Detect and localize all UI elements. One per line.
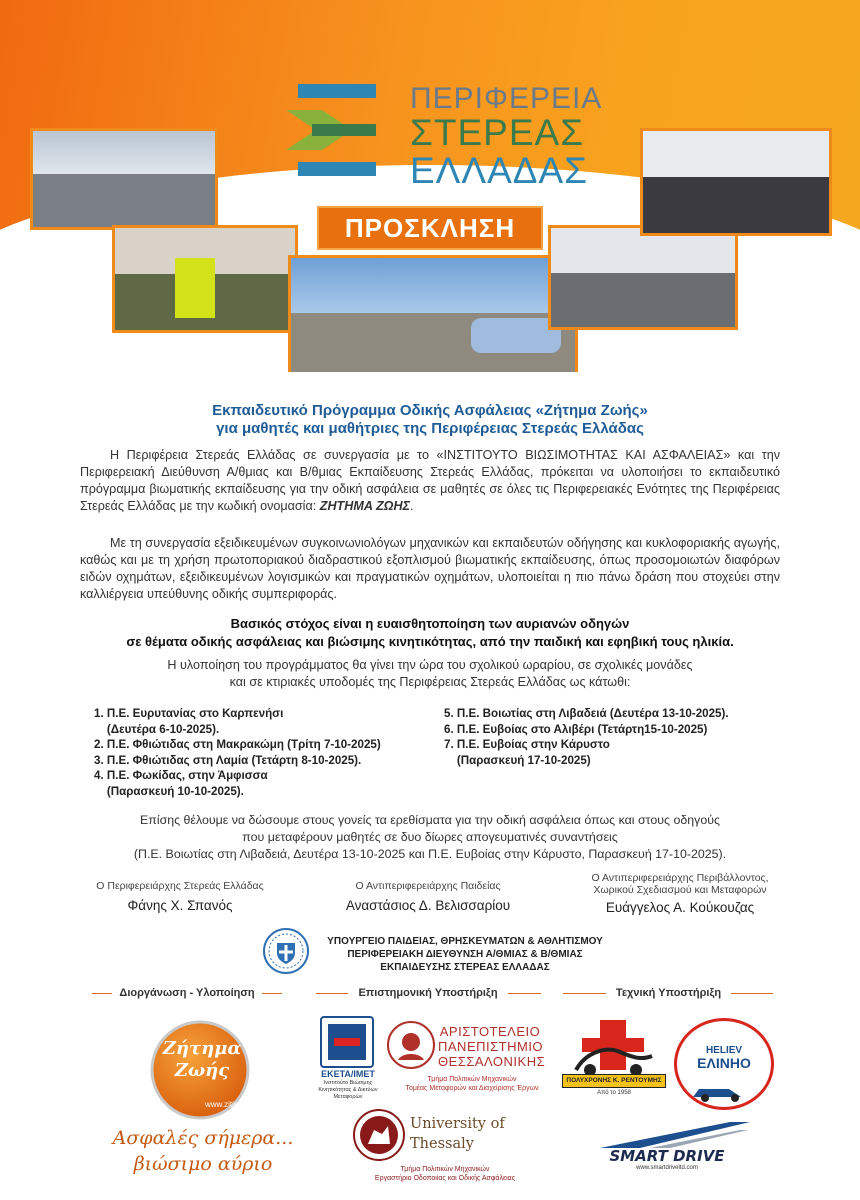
goal-line1: Βασικός στόχος είναι η ευαισθητοποίηση των αυριανών οδηγών (230, 616, 630, 631)
smartdrive-name: SMART DRIVE (609, 1147, 725, 1165)
auth-line1: ΑΡΙΣΤΟΤΕΛΕΙΟ (439, 1024, 541, 1039)
eketa-logo-icon (320, 1016, 374, 1068)
logo-line3: ΕΛΛΑΔΑΣ (410, 150, 589, 191)
list-item: (Παρασκευή 10-10-2025). (94, 784, 244, 798)
eketa-sub: Ινστιτούτο Βιώσιμης Κινητικότητας & Δικτύων Μεταφορών (318, 1080, 378, 1100)
ministry-line1: ΥΠΟΥΡΓΕΙΟ ΠΑΙΔΕΙΑΣ, ΘΡΗΣΚΕΥΜΑΤΩΝ & ΑΘΛΗΤΙΣΜΟΥ (327, 936, 603, 947)
smartdrive-url: www.smartdriveltd.com (636, 1165, 698, 1171)
zitima-slogan (108, 1125, 298, 1177)
zitima-logo-text (157, 1038, 247, 1082)
signature-role: Ο Περιφερειάρχης Στερεάς Ελλάδας (96, 880, 264, 892)
helliev-line1: HELIEV (705, 1045, 743, 1056)
list-item: 2. Π.Ε. Φθιώτιδας στη Μακρακώμη (Τρίτη 7-10-2025) (94, 738, 381, 752)
goal-line2: σε θέματα οδικής ασφάλειας και βιώσιμης κινητικότητας, από την παιδική και εφηβική τους ηλικία. (126, 634, 734, 649)
section-tech-label: Τεχνική Υποστήριξη (606, 987, 731, 999)
section-sci-label: Επιστημονική Υποστήριξη (348, 987, 508, 999)
auth-sub2: Τομέας Μεταφορών και Διαχείρισης Έργων (405, 1085, 539, 1092)
signature-name: Φάνης Χ. Σπανός (127, 898, 233, 913)
zitima-word1: Ζήτημα (162, 1038, 242, 1059)
schedule-intro-line1: Η υλοποίηση του προγράμματος θα γίνει την ώρα του σχολικού ωραρίου, σε σχολικές μονάδες (167, 658, 693, 672)
schedule-intro-line2: και σε κτιριακές υποδομές της Περιφέρειας Στερεάς Ελλάδας ως κάτωθι: (229, 675, 631, 689)
signature-role: Ο Αντιπεριφερειάρχης Παιδείας (355, 880, 501, 892)
photo-engine (112, 225, 298, 333)
uth-seal-icon (352, 1108, 406, 1162)
list-item: 3. Π.Ε. Φθιώτιδας στη Λαμία (Τετάρτη 8-10-2025). (94, 753, 362, 767)
list-item: 7. Π.Ε. Ευβοίας στην Κάρυστο (444, 738, 610, 752)
invitation-banner: ΠΡΟΣΚΛΗΣΗ (317, 206, 543, 250)
intro-text: Η Περιφέρεια Στερεάς Ελλάδας σε συνεργασία με το «ΙΝΣΤΙΤΟΥΤΟ ΒΙΩΣΙΜΟΤΗΤΑΣ ΚΑΙ ΑΣΦΑΛΕΙΑΣ» και την Περιφερειακή Διεύθυνση Α/θμιας και Β/θμιας Εκπαίδευσης Στερεάς Ελλάδας, πρόκειται να υλοποιήσει το εκπαιδευτικό πρόγραμμα βιωματικής εκπαίδευσης για την οδική ασφάλεια σε μαθητές σε όλες τις Περιφερειακές Ενότητες της Περιφέρειας Στερεάς Ελλάδας με την κωδική ονομασία: (80, 448, 780, 513)
helliev-logo (674, 1018, 774, 1110)
auth-sub (392, 1075, 552, 1093)
zitima-logo (135, 1020, 265, 1120)
schedule-left-list (94, 706, 434, 800)
rentoumis-since: Από το 1958 (597, 1090, 631, 1096)
region-logo-icon (282, 80, 392, 180)
electric-car-icon (689, 1079, 759, 1103)
greek-emblem-icon (262, 927, 310, 975)
logo-line1: ΠΕΡΙΦΕΡΕΙΑ (410, 82, 603, 115)
photo-simulator (640, 128, 832, 236)
list-item: 4. Π.Ε. Φωκίδας, στην Άμφισσα (94, 769, 268, 783)
signature-3 (560, 872, 800, 915)
section-org-label: Διοργάνωση - Υλοποίηση (112, 987, 262, 999)
rentoumis-logo (562, 1020, 666, 1100)
list-item: 6. Π.Ε. Ευβοίας στο Αλιβέρι (Τετάρτη15-10-2025) (444, 722, 708, 736)
slogan-line2: βιώσιμο αύριο (133, 1153, 273, 1175)
ministry-line3: ΕΚΠΑΙΔΕΥΣΗΣ ΣΤΕΡΕΑΣ ΕΛΛΑΔΑΣ (380, 962, 550, 973)
list-item: (Παρασκευή 17-10-2025) (444, 753, 591, 767)
signature-name: Ευάγγελος Α. Κούκουζας (605, 900, 755, 915)
list-item: 1. Π.Ε. Ευρυτανίας στο Καρπενήσι (94, 707, 284, 720)
intro-end: . (410, 499, 414, 513)
signature-2 (318, 880, 538, 913)
auth-line3: ΘΕΣΣΑΛΟΝΙΚΗΣ (438, 1054, 546, 1069)
photo-students (548, 225, 738, 330)
ministry-block (315, 935, 615, 974)
title-line2: για μαθητές και μαθήτριες της Περιφέρειας Στερεάς Ελλάδας (216, 420, 644, 437)
signature-1 (70, 880, 290, 913)
zitima-url: www.zitima.gr (205, 1100, 255, 1109)
auth-name (438, 1024, 546, 1069)
uth-name (410, 1114, 505, 1154)
uth-line2: Thessaly (410, 1136, 474, 1152)
photo-hall (30, 128, 218, 230)
signature-name: Αναστάσιος Δ. Βελισσαρίου (345, 898, 511, 913)
parents-line1: Επίσης θέλουμε να δώσουμε στους γονείς τα ερεθίσματα για την οδική ασφάλεια όπως και στους οδηγούς (140, 813, 720, 827)
ministry-line2: ΠΕΡΙΦΕΡΕΙΑΚΗ ΔΙΕΥΘΥΝΣΗ Α/ΘΜΙΑΣ & Β/ΘΜΙΑΣ (347, 949, 583, 960)
parents-line2: που μεταφέρουν μαθητές σε δυο δίωρες απογευματινές συναντήσεις (242, 830, 618, 844)
auth-sub1: Τμήμα Πολιτικών Μηχανικών (427, 1076, 517, 1083)
logo-line2: ΣΤΕΡΕΑΣ (410, 112, 585, 153)
auth-seal-icon (386, 1020, 436, 1070)
header-banner (0, 0, 860, 372)
title-line1: Εκπαιδευτικό Πρόγραμμα Οδικής Ασφάλειας «Ζήτημα Ζωής» (212, 402, 648, 419)
list-item: 5. Π.Ε. Βοιωτίας στη Λιβαδειά (Δευτέρα 13-10-2025). (444, 707, 729, 720)
schedule-right-list (444, 706, 784, 768)
photo-track (288, 255, 578, 372)
intro-codename: ΖΗΤΗΜΑ ΖΩΗΣ (319, 499, 411, 513)
helliev-line2: ΕΛΙΝΗΟ (697, 1055, 751, 1071)
uth-sub2: Εργαστήριο Οδοποιίας και Οδικής Ασφάλειας (374, 1175, 516, 1182)
signature-role: Ο Αντιπεριφερειάρχης Περιβάλλοντος, (591, 872, 769, 884)
intro-paragraph (80, 447, 780, 515)
eketa-name: ΕΚΕΤΑ/ΙΜΕΤ (321, 1069, 375, 1079)
slogan-line1: Ασφαλές σήμερα... (112, 1127, 294, 1149)
uth-sub1: Τμήμα Πολιτικών Μηχανικών (400, 1166, 490, 1173)
auth-line2: ΠΑΝΕΠΙΣΤΗΜΙΟ (438, 1039, 544, 1054)
rentoumis-name: ΠΟΛΥΧΡΟΝΗΣ Κ. ΡΕΝΤΟΥΜΗΣ (562, 1074, 666, 1088)
list-item: (Δευτέρα 6-10-2025). (94, 722, 220, 736)
parents-line3: (Π.Ε. Βοιωτίας στη Λιβαδειά, Δευτέρα 13-10-2025 και Π.Ε. Ευβοίας στην Κάρυστο, Παρασκευή 17-10-2025). (133, 847, 727, 861)
zitima-word2: Ζωής (174, 1060, 230, 1081)
uth-line1: University of (410, 1116, 505, 1132)
uth-sub (345, 1165, 545, 1183)
signature-role-2: Χωρικού Σχεδιασμού και Μεταφορών (593, 884, 767, 896)
body-paragraph-2: Με τη συνεργασία εξειδικευμένων συγκοινωνιολόγων μηχανικών και εκπαιδευτών οδήγησης και κυκλοφοριακής αγωγής, καθώς και με τη χρήση πρωτοποριακού διαδραστικού εξοπλισμού βιωματικής εκπαίδευσης, όπως προσομοιωτών διαφόρων ειδών οχημάτων, εξειδικευμένων λογισμικών και πραγματικών οχημάτων, υλοποιείται η πιο πάνω δράση που στοχεύει στην καλλιέργεια υπεύθυνης οδικής συμπεριφοράς. (80, 536, 780, 601)
